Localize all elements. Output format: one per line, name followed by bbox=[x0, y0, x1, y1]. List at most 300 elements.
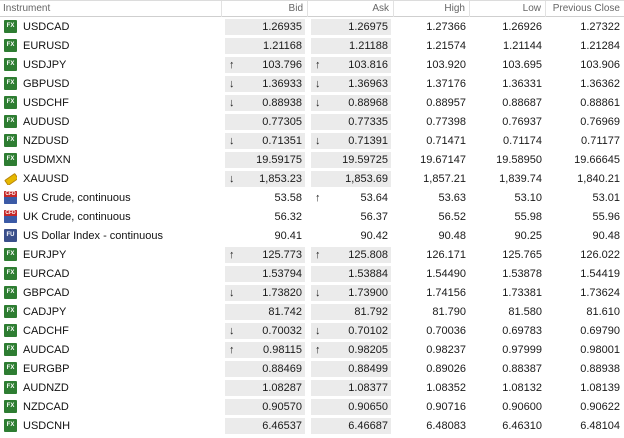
previous-close-value: 1.73624 bbox=[580, 286, 620, 299]
instrument-name[interactable]: CADCHF bbox=[23, 324, 69, 337]
low-value: 103.695 bbox=[502, 58, 542, 71]
bid-price-box[interactable] bbox=[225, 95, 305, 111]
arrow-down-icon: ↓ bbox=[229, 77, 235, 90]
ask-price-box[interactable] bbox=[311, 266, 391, 282]
fx-badge-icon: FX bbox=[4, 419, 17, 432]
ask-cell[interactable] bbox=[308, 399, 394, 415]
previous-close-value: 90.48 bbox=[592, 229, 620, 242]
bid-value: 1.26935 bbox=[262, 20, 302, 33]
ask-value: 0.71391 bbox=[348, 134, 388, 147]
high-value: 1.27366 bbox=[426, 20, 466, 33]
ask-price-box[interactable] bbox=[311, 380, 391, 396]
ask-cell[interactable] bbox=[308, 247, 394, 263]
high-value: 126.171 bbox=[426, 248, 466, 261]
bid-cell[interactable] bbox=[222, 133, 308, 149]
instrument-cell bbox=[0, 419, 222, 432]
bid-price-box[interactable] bbox=[225, 323, 305, 339]
fx-badge-icon: FX bbox=[4, 39, 17, 52]
bid-value: 6.46537 bbox=[262, 419, 302, 432]
instrument-cell bbox=[0, 39, 222, 52]
bid-cell[interactable] bbox=[222, 323, 308, 339]
bid-cell[interactable] bbox=[222, 247, 308, 263]
ask-cell[interactable] bbox=[308, 285, 394, 301]
previous-close-value: 103.906 bbox=[580, 58, 620, 71]
bid-price-box[interactable] bbox=[225, 342, 305, 358]
instrument-name[interactable]: EURCAD bbox=[23, 267, 70, 280]
ask-cell[interactable] bbox=[308, 380, 394, 396]
table-row[interactable] bbox=[0, 245, 624, 264]
bid-price-box[interactable] bbox=[225, 209, 305, 225]
fx-badge-icon: FX bbox=[4, 134, 17, 147]
high-value: 1.21574 bbox=[426, 39, 466, 52]
instrument-cell bbox=[0, 343, 222, 356]
instrument-name[interactable]: USDCHF bbox=[23, 96, 69, 109]
ask-price-box[interactable] bbox=[311, 399, 391, 415]
previous-close-value: 1.36362 bbox=[580, 77, 620, 90]
ask-price-box[interactable] bbox=[311, 228, 391, 244]
bid-price-box[interactable] bbox=[225, 190, 305, 206]
bid-price-box[interactable] bbox=[225, 152, 305, 168]
arrow-down-icon: ↓ bbox=[315, 134, 321, 147]
bid-price-box[interactable] bbox=[225, 266, 305, 282]
arrow-down-icon: ↓ bbox=[229, 324, 235, 337]
ask-value: 103.816 bbox=[348, 58, 388, 71]
high-value: 81.790 bbox=[432, 305, 466, 318]
bid-cell[interactable] bbox=[222, 380, 308, 396]
high-value: 90.48 bbox=[438, 229, 466, 242]
ask-cell[interactable] bbox=[308, 38, 394, 54]
instrument-name[interactable]: UK Crude, continuous bbox=[23, 210, 131, 223]
previous-close-value: 0.98001 bbox=[580, 343, 620, 356]
low-value: 0.71174 bbox=[503, 134, 542, 147]
bid-cell[interactable] bbox=[222, 266, 308, 282]
high-value: 0.88957 bbox=[426, 96, 466, 109]
ask-price-box[interactable] bbox=[311, 152, 391, 168]
ask-value: 6.46687 bbox=[348, 419, 388, 432]
high-value: 19.67147 bbox=[420, 153, 466, 166]
table-row[interactable] bbox=[0, 74, 624, 93]
instrument-name[interactable]: US Crude, continuous bbox=[23, 191, 131, 204]
table-row[interactable] bbox=[0, 397, 624, 416]
ask-cell[interactable] bbox=[308, 304, 394, 320]
ask-price-box[interactable] bbox=[311, 19, 391, 35]
arrow-up-icon: ↑ bbox=[315, 343, 321, 356]
bid-price-box[interactable] bbox=[225, 399, 305, 415]
ask-value: 1.21188 bbox=[349, 39, 388, 52]
table-row[interactable] bbox=[0, 302, 624, 321]
low-value: 6.46310 bbox=[502, 419, 542, 432]
bid-cell[interactable] bbox=[222, 114, 308, 130]
bid-price-box[interactable] bbox=[225, 171, 305, 187]
bid-price-box[interactable] bbox=[225, 247, 305, 263]
bid-cell[interactable] bbox=[222, 304, 308, 320]
bid-cell[interactable] bbox=[222, 171, 308, 187]
low-value: 1,839.74 bbox=[499, 172, 542, 185]
ask-price-box[interactable] bbox=[311, 209, 391, 225]
bid-value: 0.70032 bbox=[262, 324, 302, 337]
bid-value: 0.88469 bbox=[262, 362, 302, 375]
cfd-badge-label: CFD bbox=[5, 210, 16, 216]
instrument-cell bbox=[0, 20, 222, 33]
grid-header bbox=[0, 0, 624, 17]
previous-close-value: 126.022 bbox=[580, 248, 620, 261]
previous-close-value: 1,840.21 bbox=[577, 172, 620, 185]
previous-close-value: 53.01 bbox=[592, 191, 620, 204]
bid-price-box[interactable] bbox=[225, 19, 305, 35]
high-value: 0.77398 bbox=[426, 115, 466, 128]
instrument-name[interactable]: AUDCAD bbox=[23, 343, 70, 356]
previous-close-value: 0.71177 bbox=[581, 134, 620, 147]
bid-price-box[interactable] bbox=[225, 380, 305, 396]
bid-price-box[interactable] bbox=[225, 57, 305, 73]
bid-value: 103.796 bbox=[262, 58, 302, 71]
bid-value: 1.36933 bbox=[262, 77, 302, 90]
low-value: 81.580 bbox=[508, 305, 542, 318]
instrument-name[interactable]: AUDUSD bbox=[23, 115, 70, 128]
ask-cell[interactable] bbox=[308, 418, 394, 434]
fx-badge-icon: FX bbox=[4, 343, 17, 356]
ask-price-box[interactable] bbox=[311, 361, 391, 377]
high-value: 0.71471 bbox=[426, 134, 466, 147]
futures-badge-icon: FU bbox=[4, 229, 17, 242]
fx-badge-icon: FX bbox=[4, 20, 17, 33]
instrument-cell bbox=[0, 172, 222, 185]
bid-cell[interactable] bbox=[222, 418, 308, 434]
ask-value: 0.70102 bbox=[348, 324, 388, 337]
instrument-cell bbox=[0, 191, 222, 204]
arrow-up-icon: ↑ bbox=[315, 191, 321, 204]
low-value: 55.98 bbox=[514, 210, 542, 223]
bid-value: 90.41 bbox=[274, 229, 302, 242]
ask-price-box[interactable] bbox=[311, 342, 391, 358]
instrument-name[interactable]: XAUUSD bbox=[23, 172, 69, 185]
instrument-cell bbox=[0, 286, 222, 299]
bid-price-box[interactable] bbox=[225, 361, 305, 377]
cfd-badge-label: CFD bbox=[5, 191, 16, 197]
bid-cell[interactable] bbox=[222, 342, 308, 358]
instrument-name[interactable]: USDJPY bbox=[23, 58, 67, 71]
low-value: 0.76937 bbox=[502, 115, 542, 128]
arrow-up-icon: ↑ bbox=[229, 58, 235, 71]
low-value: 1.73381 bbox=[502, 286, 542, 299]
table-row[interactable] bbox=[0, 17, 624, 36]
high-value: 6.48083 bbox=[426, 419, 466, 432]
previous-close-value: 19.66645 bbox=[574, 153, 620, 166]
bid-value: 1.73820 bbox=[262, 286, 302, 299]
arrow-up-icon: ↑ bbox=[229, 248, 235, 261]
ask-value: 1,853.69 bbox=[345, 172, 388, 185]
instrument-name[interactable]: GBPCAD bbox=[23, 286, 70, 299]
previous-close-value: 81.610 bbox=[586, 305, 620, 318]
instrument-name[interactable]: EURGBP bbox=[23, 362, 70, 375]
ask-cell[interactable] bbox=[308, 342, 394, 358]
low-value: 19.58950 bbox=[496, 153, 542, 166]
ask-value: 1.53884 bbox=[348, 267, 388, 280]
arrow-down-icon: ↓ bbox=[315, 286, 321, 299]
bid-cell[interactable] bbox=[222, 399, 308, 415]
bid-value: 0.98115 bbox=[263, 343, 302, 356]
header-bid[interactable]: Bid bbox=[222, 1, 308, 17]
table-row[interactable] bbox=[0, 226, 624, 245]
ask-price-box[interactable] bbox=[311, 114, 391, 130]
ask-value: 81.792 bbox=[354, 305, 388, 318]
low-value: 1.36331 bbox=[502, 77, 542, 90]
ask-price-box[interactable] bbox=[311, 247, 391, 263]
ask-price-box[interactable] bbox=[311, 76, 391, 92]
ask-cell[interactable] bbox=[308, 114, 394, 130]
low-value: 1.21144 bbox=[503, 39, 542, 52]
instrument-name[interactable]: USDCAD bbox=[23, 20, 70, 33]
arrow-down-icon: ↓ bbox=[315, 77, 321, 90]
cfd-badge-lower bbox=[4, 216, 17, 223]
bid-cell[interactable] bbox=[222, 95, 308, 111]
bid-value: 81.742 bbox=[268, 305, 302, 318]
previous-close-value: 1.54419 bbox=[580, 267, 620, 280]
ask-cell[interactable] bbox=[308, 266, 394, 282]
instrument-cell bbox=[0, 58, 222, 71]
table-row[interactable] bbox=[0, 150, 624, 169]
bid-value: 0.71351 bbox=[262, 134, 302, 147]
previous-close-value: 1.08139 bbox=[580, 381, 620, 394]
ask-value: 90.42 bbox=[360, 229, 388, 242]
ask-price-box[interactable] bbox=[311, 95, 391, 111]
previous-close-value: 6.48104 bbox=[580, 419, 620, 432]
low-value: 0.88687 bbox=[502, 96, 542, 109]
instrument-cell bbox=[0, 381, 222, 394]
fx-badge-icon: FX bbox=[4, 153, 17, 166]
bid-price-box[interactable] bbox=[225, 304, 305, 320]
previous-close-value: 55.96 bbox=[592, 210, 620, 223]
high-value: 1.37176 bbox=[426, 77, 466, 90]
arrow-up-icon: ↑ bbox=[315, 248, 321, 261]
high-value: 0.70036 bbox=[426, 324, 466, 337]
bid-cell[interactable] bbox=[222, 57, 308, 73]
arrow-up-icon: ↑ bbox=[315, 58, 321, 71]
table-row[interactable] bbox=[0, 36, 624, 55]
high-value: 0.98237 bbox=[426, 343, 466, 356]
fx-badge-icon: FX bbox=[4, 267, 17, 280]
ask-cell[interactable] bbox=[308, 19, 394, 35]
low-value: 53.10 bbox=[514, 191, 542, 204]
fx-badge-icon: FX bbox=[4, 96, 17, 109]
previous-close-value: 0.76969 bbox=[580, 115, 620, 128]
cfd-badge-icon bbox=[4, 191, 17, 204]
table-row[interactable] bbox=[0, 55, 624, 74]
ask-value: 56.37 bbox=[360, 210, 388, 223]
ask-price-box[interactable] bbox=[311, 304, 391, 320]
arrow-up-icon: ↑ bbox=[229, 343, 235, 356]
cfd-badge-lower bbox=[4, 197, 17, 204]
fx-badge-icon: FX bbox=[4, 286, 17, 299]
fx-badge-icon: FX bbox=[4, 324, 17, 337]
high-value: 103.920 bbox=[426, 58, 466, 71]
arrow-down-icon: ↓ bbox=[229, 96, 235, 109]
ask-cell[interactable] bbox=[308, 361, 394, 377]
bid-cell[interactable] bbox=[222, 38, 308, 54]
instrument-cell bbox=[0, 115, 222, 128]
ask-cell[interactable] bbox=[308, 323, 394, 339]
header-low[interactable]: Low bbox=[470, 1, 546, 17]
ask-price-box[interactable] bbox=[311, 133, 391, 149]
instrument-name[interactable]: EURJPY bbox=[23, 248, 67, 261]
instrument-name[interactable]: AUDNZD bbox=[23, 381, 69, 394]
ask-cell[interactable] bbox=[308, 95, 394, 111]
bid-cell[interactable] bbox=[222, 209, 308, 225]
low-value: 125.765 bbox=[502, 248, 542, 261]
table-row[interactable] bbox=[0, 378, 624, 397]
table-row[interactable] bbox=[0, 264, 624, 283]
instrument-name[interactable]: USDMXN bbox=[23, 153, 71, 166]
ask-price-box[interactable] bbox=[311, 285, 391, 301]
ask-cell[interactable] bbox=[308, 171, 394, 187]
ask-value: 1.36963 bbox=[348, 77, 388, 90]
ask-value: 1.73900 bbox=[348, 286, 388, 299]
instrument-name[interactable]: NZDCAD bbox=[23, 400, 69, 413]
instrument-name[interactable]: US Dollar Index - continuous bbox=[23, 229, 164, 242]
high-value: 0.89026 bbox=[426, 362, 466, 375]
instrument-name[interactable]: GBPUSD bbox=[23, 77, 70, 90]
instrument-cell bbox=[0, 229, 222, 242]
fx-badge-icon: FX bbox=[4, 58, 17, 71]
bid-value: 0.88938 bbox=[262, 96, 302, 109]
ask-price-box[interactable] bbox=[311, 171, 391, 187]
bid-value: 1.53794 bbox=[262, 267, 302, 280]
low-value: 1.08132 bbox=[502, 381, 542, 394]
cfd-badge-icon bbox=[4, 210, 17, 223]
header-ask[interactable]: Ask bbox=[308, 1, 394, 17]
fx-badge-icon: FX bbox=[4, 362, 17, 375]
ask-cell[interactable] bbox=[308, 228, 394, 244]
bid-cell[interactable] bbox=[222, 19, 308, 35]
high-value: 53.63 bbox=[438, 191, 466, 204]
fx-badge-icon: FX bbox=[4, 115, 17, 128]
previous-close-value: 0.69790 bbox=[580, 324, 620, 337]
ask-price-box[interactable] bbox=[311, 323, 391, 339]
table-row[interactable] bbox=[0, 188, 624, 207]
table-row[interactable] bbox=[0, 169, 624, 188]
bid-cell[interactable] bbox=[222, 152, 308, 168]
fx-badge-icon: FX bbox=[4, 305, 17, 318]
high-value: 0.90716 bbox=[426, 400, 466, 413]
grid-body bbox=[0, 17, 624, 435]
instrument-name[interactable]: NZDUSD bbox=[23, 134, 69, 147]
bid-cell[interactable] bbox=[222, 228, 308, 244]
low-value: 0.90600 bbox=[502, 400, 542, 413]
ask-price-box[interactable] bbox=[311, 190, 391, 206]
ask-value: 125.808 bbox=[348, 248, 388, 261]
previous-close-value: 1.21284 bbox=[580, 39, 620, 52]
instrument-cell bbox=[0, 77, 222, 90]
ask-cell[interactable] bbox=[308, 152, 394, 168]
bid-cell[interactable] bbox=[222, 285, 308, 301]
bid-value: 125.773 bbox=[262, 248, 302, 261]
table-row[interactable] bbox=[0, 93, 624, 112]
table-row[interactable] bbox=[0, 359, 624, 378]
instrument-cell bbox=[0, 96, 222, 109]
instrument-name[interactable]: CADJPY bbox=[23, 305, 67, 318]
high-value: 1.54490 bbox=[426, 267, 466, 280]
ask-value: 1.26975 bbox=[348, 20, 388, 33]
bid-price-box[interactable] bbox=[225, 228, 305, 244]
bid-price-box[interactable] bbox=[225, 418, 305, 434]
header-previous-close[interactable]: Previous Close bbox=[552, 2, 620, 14]
bid-value: 1,853.23 bbox=[259, 172, 302, 185]
arrow-down-icon: ↓ bbox=[229, 134, 235, 147]
ask-value: 0.88499 bbox=[348, 362, 388, 375]
fx-badge-icon: FX bbox=[4, 381, 17, 394]
fx-badge-icon: FX bbox=[4, 77, 17, 90]
ask-price-box[interactable] bbox=[311, 38, 391, 54]
bid-cell[interactable] bbox=[222, 361, 308, 377]
bid-price-box[interactable] bbox=[225, 38, 305, 54]
bid-cell[interactable] bbox=[222, 76, 308, 92]
instrument-cell bbox=[0, 305, 222, 318]
table-row[interactable] bbox=[0, 283, 624, 302]
bid-price-box[interactable] bbox=[225, 76, 305, 92]
table-row[interactable] bbox=[0, 131, 624, 150]
instrument-cell bbox=[0, 210, 222, 223]
table-row[interactable] bbox=[0, 340, 624, 359]
instrument-cell bbox=[0, 324, 222, 337]
ask-cell[interactable] bbox=[308, 57, 394, 73]
bid-price-box[interactable] bbox=[225, 133, 305, 149]
bid-price-box[interactable] bbox=[225, 114, 305, 130]
low-value: 0.88387 bbox=[502, 362, 542, 375]
ask-cell[interactable] bbox=[308, 190, 394, 206]
high-value: 1.08352 bbox=[426, 381, 466, 394]
instrument-cell bbox=[0, 362, 222, 375]
instrument-cell bbox=[0, 400, 222, 413]
bid-cell[interactable] bbox=[222, 190, 308, 206]
table-row[interactable] bbox=[0, 112, 624, 131]
low-value: 0.97999 bbox=[502, 343, 542, 356]
ask-value: 1.08377 bbox=[348, 381, 388, 394]
bid-value: 19.59175 bbox=[256, 153, 302, 166]
header-instrument[interactable]: Instrument bbox=[0, 1, 222, 17]
table-row[interactable] bbox=[0, 207, 624, 226]
high-value: 1,857.21 bbox=[423, 172, 466, 185]
table-row[interactable] bbox=[0, 416, 624, 435]
bid-price-box[interactable] bbox=[225, 285, 305, 301]
arrow-down-icon: ↓ bbox=[229, 286, 235, 299]
instrument-cell bbox=[0, 134, 222, 147]
low-value: 1.26926 bbox=[502, 20, 542, 33]
bid-value: 53.58 bbox=[274, 191, 302, 204]
ask-cell[interactable] bbox=[308, 133, 394, 149]
ask-cell[interactable] bbox=[308, 76, 394, 92]
instrument-name[interactable]: EURUSD bbox=[23, 39, 70, 52]
previous-close-value: 0.88861 bbox=[580, 96, 620, 109]
instrument-cell bbox=[0, 267, 222, 280]
ask-value: 0.88968 bbox=[348, 96, 388, 109]
gold-bar-icon bbox=[4, 172, 17, 185]
instrument-cell bbox=[0, 248, 222, 261]
ask-cell[interactable] bbox=[308, 209, 394, 225]
arrow-down-icon: ↓ bbox=[315, 324, 321, 337]
ask-value: 0.77335 bbox=[348, 115, 388, 128]
table-row[interactable] bbox=[0, 321, 624, 340]
ask-price-box[interactable] bbox=[311, 418, 391, 434]
previous-close-value: 0.88938 bbox=[580, 362, 620, 375]
bid-value: 0.90570 bbox=[262, 400, 302, 413]
instrument-name[interactable]: USDCNH bbox=[23, 419, 71, 432]
header-high[interactable]: High bbox=[394, 1, 470, 17]
bid-value: 56.32 bbox=[274, 210, 302, 223]
ask-price-box[interactable] bbox=[311, 57, 391, 73]
low-value: 90.25 bbox=[514, 229, 542, 242]
high-value: 1.74156 bbox=[426, 286, 466, 299]
fx-badge-icon: FX bbox=[4, 248, 17, 261]
